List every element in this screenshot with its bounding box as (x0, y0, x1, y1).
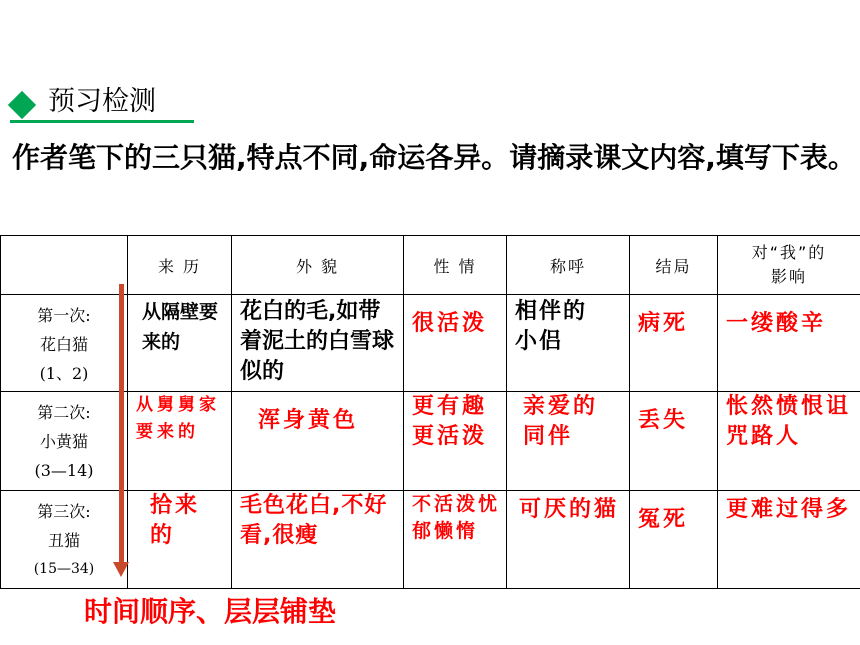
temper-cell: 更有趣更活泼 (404, 392, 507, 491)
cats-table (0, 235, 860, 589)
origin-cell: 拾来的 (128, 491, 232, 589)
intro-paragraph: 作者笔下的三只猫,特点不同,命运各异。请摘录课文内容,填写下表。 (12, 141, 856, 174)
section-title: 预习检测 (48, 86, 156, 117)
appearance-cell: 毛色花白,不好看,很瘦 (232, 491, 404, 589)
title-underline (10, 120, 194, 123)
timeline-arrow (119, 284, 124, 564)
temper-cell: 很活泼 (404, 295, 507, 392)
header-cell-blank (1, 236, 128, 295)
name-cell: 亲爱的同伴 (507, 392, 630, 491)
table-row (1, 392, 860, 491)
row-label: 第一次: 花白猫 (1、2) (1, 295, 128, 392)
summary-note: 时间顺序、层层铺垫 (84, 595, 337, 628)
origin-cell: 从隔壁要来的 (128, 295, 232, 392)
name-cell: 可厌的猫 (507, 491, 630, 589)
appearance-cell: 花白的毛,如带着泥土的白雪球似的 (232, 295, 404, 392)
header-cell-ending: 结局 (630, 236, 718, 295)
name-cell: 相伴的小侣 (507, 295, 630, 392)
table-row (1, 491, 860, 589)
row-label: 第二次: 小黄猫 (3—14) (1, 392, 128, 491)
diamond-bullet-icon (8, 91, 36, 119)
header-cell-appearance: 外 貌 (232, 236, 404, 295)
effect-cell: 更难过得多 (718, 491, 860, 589)
ending-cell: 冤死 (630, 491, 718, 589)
arrow-down-icon (113, 562, 129, 577)
origin-cell: 从舅舅家要来的 (128, 392, 232, 491)
header-cell-temper: 性 情 (404, 236, 507, 295)
header-cell-origin: 来 历 (128, 236, 232, 295)
effect-cell: 一缕酸辛 (718, 295, 860, 392)
ending-cell: 丢失 (630, 392, 718, 491)
row-label: 第三次: 丑猫 (15—34) (1, 491, 128, 589)
temper-cell: 不活泼忧郁懒惰 (404, 491, 507, 589)
table-header-row (1, 236, 860, 295)
header-cell-name: 称呼 (507, 236, 630, 295)
appearance-cell: 浑身黄色 (232, 392, 404, 491)
ending-cell: 病死 (630, 295, 718, 392)
header-cell-effect: 对“我”的影响 (718, 236, 860, 295)
effect-cell: 怅然愤恨诅咒路人 (718, 392, 860, 491)
table-row (1, 295, 860, 392)
section-header (10, 85, 194, 121)
